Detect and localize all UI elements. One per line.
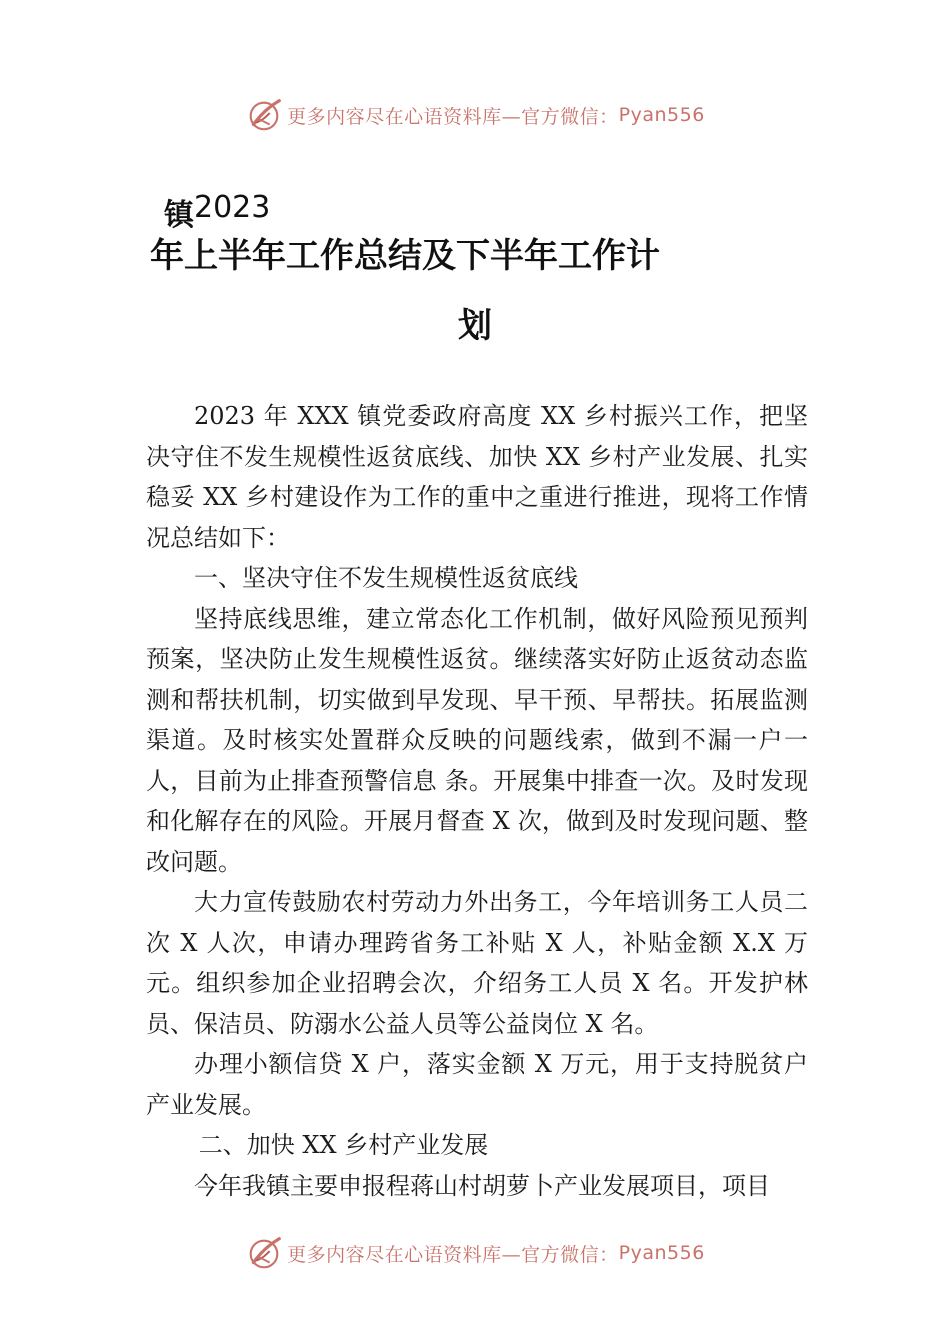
paragraph-employment: 大力宣传鼓励农村劳动力外出务工，今年培训务工人员二次 X 人次，申请办理跨省务工补贴 X 人，补贴金额 X.X 万元。组织参加企业招聘会次，介绍务工人员 X 名。开发护林员、保洁员、防溺水公益人员等公益岗位 X 名。	[146, 888, 808, 1038]
paragraph-monitoring: 坚持底线思维，建立常态化工作机制，做好风险预见预判预案，坚决防止发生规模性返贫。继续落实好防止返贫动态监测和帮扶机制，切实做到早发现、早干预、早帮扶。拓展监测渠道。及时核实处置群众反映的问题线索，做到不漏一户一人，目前为止排查预警信息 条。开展集中排查一次。及时发现和化解存在的风险。开展月督查 X 次，做到及时发现问题、整改问题。	[146, 604, 808, 876]
title-third-line: 划	[458, 306, 492, 346]
watermark-footer	[0, 1233, 950, 1273]
title-year: 2023	[194, 190, 271, 225]
watermark-text: 更多内容尽在心语资料库—官方微信：	[287, 1243, 619, 1266]
brush-logo-icon	[245, 1234, 283, 1272]
brush-logo-icon	[245, 96, 283, 134]
paragraph-intro: 2023 年 XXX 镇党委政府高度 XX 乡村振兴工作，把坚决守住不发生规模性返贫底线、加快 XX 乡村产业发展、扎实稳妥 XX 乡村建设作为工作的重中之重进行推进，现将工作情况总结如下：	[146, 402, 808, 552]
document-body	[146, 396, 808, 1206]
paragraph-microcredit: 办理小额信贷 X 户，落实金额 X 万元，用于支持脱贫户产业发展。	[146, 1050, 808, 1119]
title-second-line: 年上半年工作总结及下半年工作计	[150, 236, 660, 276]
section-heading-2: 二、加快 XX 乡村产业发展	[198, 1131, 489, 1159]
paragraph-industry: 今年我镇主要申报程蒋山村胡萝卜产业发展项目，项目	[194, 1171, 770, 1200]
title-overlap-char: 镇	[164, 198, 194, 233]
section-heading-1: 一、坚决守住不发生规模性返贫底线	[194, 564, 578, 592]
watermark-wechat-id: Pyan556	[618, 104, 705, 126]
watermark-wechat-id: Pyan556	[618, 1242, 705, 1264]
watermark-header	[0, 95, 950, 135]
watermark-text: 更多内容尽在心语资料库—官方微信：	[287, 105, 619, 128]
